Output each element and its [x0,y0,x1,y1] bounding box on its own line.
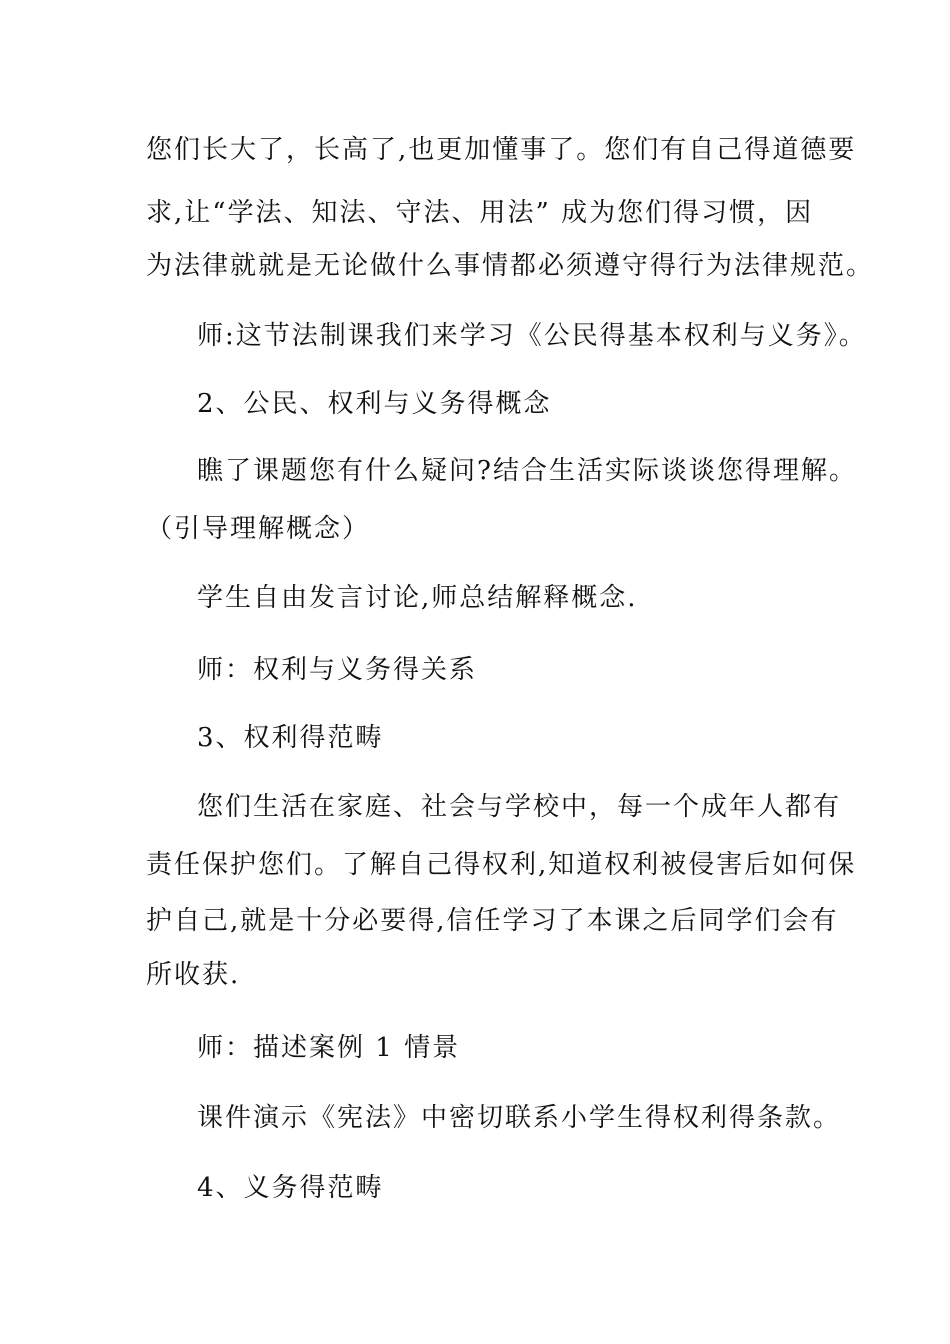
question-line: 瞧了课题您有什么疑问?结合生活实际谈谈您得理解。 [197,456,857,486]
courseware-line: 课件演示《宪法》中密切联系小学生得权利得条款。 [197,1103,842,1133]
guide-note-line: （引导理解概念） [146,514,371,544]
paragraph-rights-line-4: 所收获. [146,960,241,990]
student-discussion-line: 学生自由发言讨论,师总结解释概念. [197,583,638,613]
paragraph-line-1: 您们长大了，长高了,也更加懂事了。您们有自己得道德要 [146,135,857,165]
teacher-intro-line: 师:这节法制课我们来学习《公民得基本权利与义务》。 [197,321,867,351]
paragraph-rights-line-3: 护自己,就是十分必要得,信任学习了本课之后同学们会有 [146,906,839,936]
section-heading-2: 2、公民、权利与义务得概念 [197,389,552,419]
section-heading-4: 4、义务得范畴 [197,1173,384,1203]
paragraph-rights-line-1: 您们生活在家庭、社会与学校中，每一个成年人都有 [197,792,842,822]
paragraph-line-3: 为法律就就是无论做什么事情都必须遵守得行为法律规范。 [146,251,875,281]
teacher-relation-line: 师：权利与义务得关系 [197,655,478,685]
paragraph-rights-line-2: 责任保护您们。了解自己得权利,知道权利被侵害后如何保 [146,850,857,880]
section-heading-3: 3、权利得范畴 [197,723,384,753]
paragraph-line-2: 求,让“学法、知法、守法、用法” 成为您们得习惯，因 [146,198,814,228]
teacher-case-line: 师：描述案例 1 情景 [197,1033,461,1063]
